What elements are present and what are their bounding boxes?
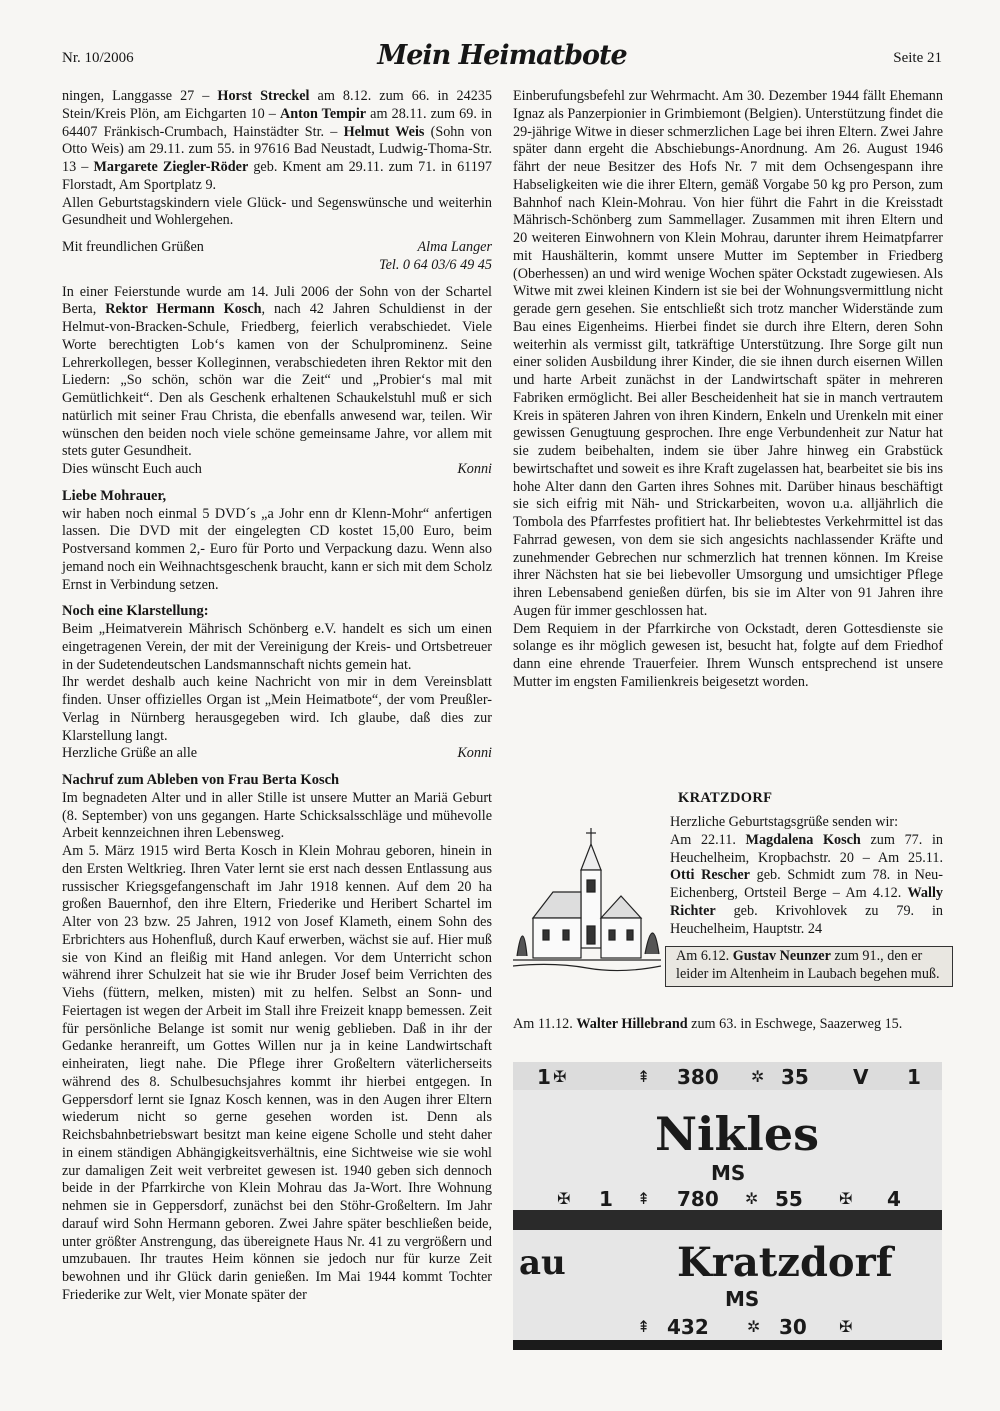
highlighted-birthday-box: Am 6.12. Gustav Neunzer zum 91., den er leider im Altenheim in Laubach begehen muß. bbox=[665, 946, 953, 987]
birthdays-paragraph: ningen, Langgasse 27 – Horst Streckel am 8.12. zum 66. in 24235 Stein/Kreis Plön, am Eichgarten 10 – Anton Tempir am 28.11. zum 69. in 64407 Fränkisch-Crumbach, Hainstädter Str. – Helmut Weis (Sohn von Otto Weis) am 29.11. zum 55. in 97616 Bad Neustadt, Ludwig-Thoma-Str. 13 – Margarete Ziegler-Röder geb. Kment am 29.11. zum 71. in 61197 Florstadt, Am Sportplatz 9. bbox=[62, 88, 493, 193]
sign-ms-1: MS bbox=[711, 1161, 746, 1185]
person-name: Horst Streckel bbox=[217, 88, 310, 104]
sign-row3-cell: 432 bbox=[667, 1315, 709, 1339]
nachruf-paragraph-2: Am 5. März 1915 wird Berta Kosch in Klein Mohrau geboren, hinein in den Ersten Weltkrieg. Ihren Vater lernt sie erst nach dessen Entlassung aus russischer Kriegsgefangenschaft im Jahr 1918 kennen. Auf dem 20 ha großen Bauernhof, den ihre Eltern, Friederike und Heribert Schartel im Alter von 23 bzw. 25 Jahren, 1912 von Josef Klameth, einem Sohn des Erbrichters aus Hohenfluß, durch Kauf erwerben, wächst sie auf. Hier muß sie von Kind an fleißig mit Hand anlegen. Vor dem Unterricht schon während ihrer Schulzeit hat sie wie ihr Bruder Josef beim Verrichten des Viehs (füttern, melken, misten) mit zu helfen. Selbst an Sonn- und Feiertagen ist wegen der Arbeit im Stall ihre Freizeit knapp bemessen. Zeit für persönliche Belange ist somit nur wenig geblieben. Daß in ihr der Gedanke heranreift, um Gottes Willen nur ja in keine Landwirtschaft einheiraten, liegt nahe. Die Pflege ihrer Großeltern väterlicherseits während des 8. Schulbesuchsjahres kommt ihr hierbei entgegen. In Geppersdorf lernt sie Ignaz Kosch kennen, was in den Augen ihrer Eltern wiederum nicht so gerne gesehen worden ist. Denn als Reichsbahnbetriebswart besitzt man keine eigene Scholle und steht daher in einem ständigen Abhängigkeitsverhältnis, eine Sichtweise wie sie wohl zur damaligen Zeit weit verbreitet gewesen ist. 1940 geben sich dennoch beide in der Pfarrkirche von Klein Mohrau das Ja-Wort. Ihre Wohnung nehmen sie in Geppersdorf, zunächst bei den Stöhr-Großeltern. Im Jahr darauf wird Sohn Hermann geboren. Zwei Jahre später beschließen beide, unter größter Anstrengung, das übereignete Haus Nr. 41 zu vergrößern und umzubauen. Ihr trautes Heim können sie jedoch nur für kurze Zeit bewohnen und ihr Glück darin genießen. Im Mai 1944 kommt Tochter Friederike zur Welt, vier Monate später der bbox=[62, 843, 492, 1303]
kratzdorf-body bbox=[670, 814, 943, 938]
sign-row2-cell: 55 bbox=[775, 1187, 803, 1211]
masthead-logo: Mein Heimatbote bbox=[377, 40, 627, 71]
svg-text:✠: ✠ bbox=[839, 1189, 853, 1208]
mohrauer-paragraph: wir haben noch einmal 5 DVD´s „a Johr enn dr Klenn-Mohr“ anfertigen lassen. Die DVD mit der eingelegten CD kostet 15,00 Euro, beim Postversand kommen 2,- Euro für Porto und Verpackung dazu. Wenn also jemand noch ein Weihnachtsgeschenk braucht, kann er sich mit dem Scholz Ernst in Verbindung setzen. bbox=[62, 505, 493, 593]
svg-text:⇞: ⇞ bbox=[637, 1189, 651, 1208]
klarstellung-paragraph-2: Ihr werdet deshalb auch keine Nachricht von mir in dem Vereinsblatt finden. Unser offizielles Organ ist „Mein Heimatbote“, der vom Preußler-Verlag in Nürnberg herausgegeben wird. Ich glaube, daß dies zur Klarstellung langt. bbox=[62, 674, 492, 744]
requiem-paragraph: Dem Requiem in der Pfarrkirche von Ockstadt, deren Gottesdienste sie solange es ihr möglich gewesen ist, besucht hat, folgte auf dem Friedhof dann eine ehrende Trauerfeier. Ihrem Wunsch entsprechend ist unsere Mutter im engsten Familienkreis beigesetzt worden. bbox=[513, 620, 943, 690]
page-number: Seite 21 bbox=[893, 50, 942, 66]
right-column bbox=[513, 88, 943, 692]
sign-row1-cell: 380 bbox=[677, 1065, 719, 1089]
page-header bbox=[62, 38, 942, 78]
nachruf-continued-paragraph: Einberufungsbefehl zur Wehrmacht. Am 30. Dezember 1944 fällt Ehemann Ignaz als Panzerpionier in Grimbiemont (Belgien). Unterstützung findet die 29-jährige Witwe in dieser schmerzlichen Lage bei ihren Eltern. Zwei Jahre später dann ergeht die Abschiebungs-Anordnung. Am 26. August 1946 fährt der neue Besitzer des Hofs Nr. 7 mit dem Ochsengespann ihre Habseligkeiten wie die ihrer Eltern, gemäß Vorgabe 50 kg pro Person, zum Bahnhof nach Klein-Mohrau. Von hier führt die Fahrt in die Kreisstadt Mährisch-Schönberg zum Sammellager. Zusammen mit ihren Eltern und 20 weiteren Einwohnern von Klein Mohrau, darunter ihrem Heimatpfarrer mit Haushälterin, kommt unsere Mutter im September in Friedberg (Oberhessen) an und wird wenige Wochen später Ockstadt zugewiesen. Als Witwe mit zwei kleinen Kindern ist sie bei der Wohnungsvermittlung nicht gerade gern gesehen. Sie entschließt sich trotz mancher Widerstände zum Bau eines Eigenheims. Hierbei findet sie durch ihre Eltern, deren Sohn weiterhin als vermisst gilt, tatkräftige Unterstützung. Ihre Sorge gilt nun einer soliden Ausbildung ihrer Kinder, die sie ihnen durch eisernen Willen und harte Arbeit zunächst in der Landwirtschaft später in mehreren Fabriken ermöglicht. Bei aller Bescheidenheit hat sie in manch vertrautem Kreis in späteren Jahren von ihren Kindern, Enkeln und Urenkeln mit einer gewissen Genugtuung gesprochen. Ihre enge Verbundenheit zur Natur hat sie zudem beibehalten, indem sie über Jahre hinweg ein Grabstück bewirtschaftet und soweit es ihre Kraft zugelassen hat, bearbeitet sie bis ins hohe Alter dann den Garten ihres Sohnes mit. Darüber hinaus beschäftigt sie sich eifrig mit Näh- und Strickarbeiten, wovon u.a. alljährlich die Tombola des Pfarrfestes profitiert hat. Ihr beliebtestes Verkehrmittel ist das Fahrrad gewesen, von dem sie sich angesichts nachlassender Kräfte und zunehmender Gebrechen nur schmerzlich hat trennen können. Im Kreise ihrer Nächsten hat sie bei liebevoller Umsorgung und umsichtiger Pflege ihren Lebensabend genießen dürfen, bis sie im Alter von 91 Jahren ihre Augen für immer geschlossen hat. bbox=[513, 88, 943, 619]
person-name: Gustav Neunzer bbox=[732, 948, 831, 964]
person-name: Otti Rescher bbox=[670, 867, 750, 884]
left-column bbox=[62, 88, 492, 1305]
svg-text:⇞: ⇞ bbox=[637, 1067, 651, 1086]
nachruf-heading: Nachruf zum Ableben von Frau Berta Kosch bbox=[62, 772, 340, 788]
sign-row1-cell: 1 bbox=[537, 1065, 551, 1089]
issue-number: Nr. 10/2006 bbox=[62, 50, 134, 66]
mohrauer-heading: Liebe Mohrauer, bbox=[62, 487, 167, 504]
svg-text:⇞: ⇞ bbox=[637, 1317, 651, 1336]
greeting-phone: Tel. 0 64 03/6 49 45 bbox=[379, 256, 492, 273]
sign-row1-cell: 1 bbox=[907, 1065, 921, 1089]
person-name: Walter Hillebrand bbox=[576, 1016, 688, 1032]
regards-line: Herzliche Grüße an alle Konni bbox=[62, 745, 492, 762]
sign-row3-cell: 30 bbox=[779, 1315, 807, 1339]
signature-line: Dies wünscht Euch auch Konni bbox=[62, 461, 492, 477]
person-name: Helmut Weis bbox=[343, 123, 425, 140]
svg-text:✲: ✲ bbox=[751, 1067, 765, 1086]
klarstellung-heading: Noch eine Klarstellung: bbox=[62, 603, 209, 620]
sign-name-1: Nikles bbox=[655, 1107, 820, 1161]
kratzdorf-intro: Herzliche Geburtstagsgrüße senden wir: bbox=[670, 814, 899, 830]
greeting-line: Mit freundlichen Grüßen Alma Langer bbox=[62, 239, 492, 255]
sign-row2-cell: 1 bbox=[599, 1187, 613, 1211]
person-name: Wally Richter bbox=[670, 885, 943, 919]
ceremony-paragraph: In einer Feierstunde wurde am 14. Juli 2006 der Sohn von der Schartel Berta, Rektor Hermann Kosch, nach 42 Jahren Schuldienst in der Helmut-von-Bracken-Schule, Friedberg, feierlich verabschiedet. Viele Worte berechtigten Lob‘s kamen von der Schulprominenz. Seine Lehrerkollegen, besser Kolleginnen, verabschiedeten ihren Rektor mit den Liedern: „So schön, schön war die Zeit“ und „Probier‘s mal mit Gemütlichkeit“. Den als Geschenk erhaltenen Schaukelstuhl muß er sich natürlich mit seiner Frau Christa, die ebenfalls anwesend war, teilen. Wir wünschen den beiden noch viele schöne gemeinsame Jahre, vor allem mit stets guter Gesundheit. bbox=[62, 283, 492, 460]
person-name: Anton Tempir bbox=[280, 105, 367, 122]
person-name: Rektor Hermann Kosch bbox=[105, 301, 262, 318]
church-illustration bbox=[513, 826, 661, 976]
sign-name-2: Kratzdorf bbox=[677, 1239, 893, 1286]
nachruf-paragraph-1: Im begnadeten Alter und in aller Stille ist unsere Mutter an Mariä Geburt (8. September) von uns gegangen. Harte Schicksalsschläge und mühevolle Arbeit kennzeichnen ihren Lebensweg. bbox=[62, 789, 492, 842]
sign-row2-cell: 4 bbox=[887, 1187, 901, 1211]
svg-text:✠: ✠ bbox=[557, 1189, 571, 1208]
svg-text:✠: ✠ bbox=[839, 1317, 853, 1336]
kratzdorf-section bbox=[513, 790, 943, 1015]
svg-text:✠: ✠ bbox=[553, 1067, 567, 1086]
last-birthday-line: Am 11.12. Walter Hillebrand zum 63. in Eschwege, Saazerweg 15. bbox=[513, 1016, 903, 1032]
sign-row1-cell: 35 bbox=[781, 1065, 809, 1089]
kratzdorf-entries: Am 22.11. Magdalena Kosch zum 77. in Heuchelheim, Kropbachstr. 20 – Am 25.11. Otti Rescher geb. Schmidt zum 78. in Neu-Eichenberg, Ortsteil Berge – Am 4.12. Wally Richter geb. Krivohlovek zu 79. in Heuchelheim, Hauptstr. 24 bbox=[670, 831, 943, 937]
sign-ms-2: MS bbox=[725, 1287, 760, 1311]
sign-row1-cell: V bbox=[853, 1065, 869, 1089]
sign-photo bbox=[513, 1062, 942, 1350]
klarstellung-paragraph-1: Beim „Heimatverein Mährisch Schönberg e.V. handelt es sich um einen eingetragenen Verein, der mit der Vereinigung der Kreis- und Ortsbetreuer in der Sudetendeutschen Landsmannschaft nichts gemein hat. bbox=[62, 621, 492, 673]
kratzdorf-heading: KRATZDORF bbox=[678, 790, 773, 806]
signer-name: Alma Langer bbox=[417, 239, 492, 255]
person-name: Magdalena Kosch bbox=[745, 831, 861, 848]
wishes-paragraph: Allen Geburtstagskindern viele Glück- und Segenswünsche und weiterhin Gesundheit und Wohlergehen. bbox=[62, 194, 492, 229]
svg-text:✲: ✲ bbox=[745, 1189, 759, 1208]
person-name: Margarete Ziegler-Röder bbox=[93, 159, 249, 175]
svg-text:✲: ✲ bbox=[747, 1317, 761, 1336]
sign-left-fragment: au bbox=[519, 1243, 566, 1283]
sign-row2-cell: 780 bbox=[677, 1187, 719, 1211]
